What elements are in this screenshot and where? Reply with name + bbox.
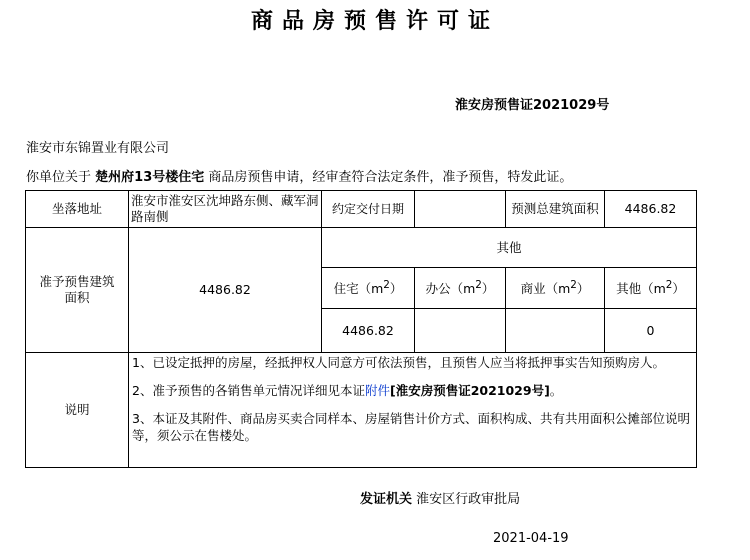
val-other: 0 — [605, 309, 697, 353]
other-header: 其他 — [322, 228, 697, 268]
val-residential: 4486.82 — [322, 309, 415, 353]
issue-date: 2021-04-19 — [493, 531, 569, 546]
total-area-value: 4486.82 — [605, 191, 697, 228]
intro-suffix: 商品房预售申请，经审查符合法定条件，准予预售，特发此证。 — [208, 170, 573, 185]
col-header-office: 办公$(m^2)$ — [415, 268, 506, 309]
company-name: 淮安市东锦置业有限公司 — [26, 141, 170, 156]
table-row-other-header — [26, 228, 697, 268]
attachment-link[interactable]: 附件 — [364, 382, 390, 398]
delivery-date-value — [415, 191, 506, 228]
note-3: 3、本证及其附件、商品房买卖合同样本、房屋销售计价方式、面积构成、共有共用面积公摊部位说明等，须公示在售楼处。 — [132, 410, 690, 443]
val-office — [415, 309, 506, 353]
issuer-value: 淮安区行政审批局 — [416, 492, 521, 507]
delivery-date-label: 约定交付日期 — [322, 191, 415, 228]
approved-area-label: 准予预售建筑面积 — [26, 228, 129, 353]
col-header-other: 其他$(m^2)$ — [605, 268, 697, 309]
notes-label: 说明 — [26, 353, 129, 468]
project-name: 楚州府13号楼住宅 — [95, 170, 205, 185]
location-value: 淮安市淮安区沈坤路东侧、藏军洞路南侧 — [129, 191, 322, 228]
col-header-commercial: 商业$(m^2)$ — [506, 268, 605, 309]
col-header-residential: 住宅$(m^2)$ — [322, 268, 415, 309]
note-2-cert-ref: [淮安房预售证2021029号] — [389, 382, 550, 398]
note-1: 1、已设定抵押的房屋，经抵押权人同意方可依法预售，且预售人应当将抵押事实告知预购房人。 — [132, 355, 665, 370]
table-row-location — [26, 191, 697, 228]
total-area-label: 预测总建筑面积 — [506, 191, 605, 228]
approved-area-value: 4486.82 — [129, 228, 322, 353]
note-2: 2、准予预售的各销售单元情况详细见本证附件[淮安房预售证2021029号]。 — [132, 382, 563, 398]
issuing-authority — [360, 488, 520, 507]
permit-table — [25, 190, 697, 468]
location-label: 坐落地址 — [26, 191, 129, 228]
certificate-number: 淮安房预售证2021029号 — [455, 98, 610, 113]
val-commercial — [506, 309, 605, 353]
intro-statement — [26, 166, 572, 185]
notes-content — [129, 353, 697, 468]
intro-prefix: 你单位关于 — [26, 170, 92, 185]
table-row-notes — [26, 353, 697, 468]
page-title: 商品房预售许可证 — [250, 9, 499, 34]
issuer-label: 发证机关 — [360, 492, 413, 507]
